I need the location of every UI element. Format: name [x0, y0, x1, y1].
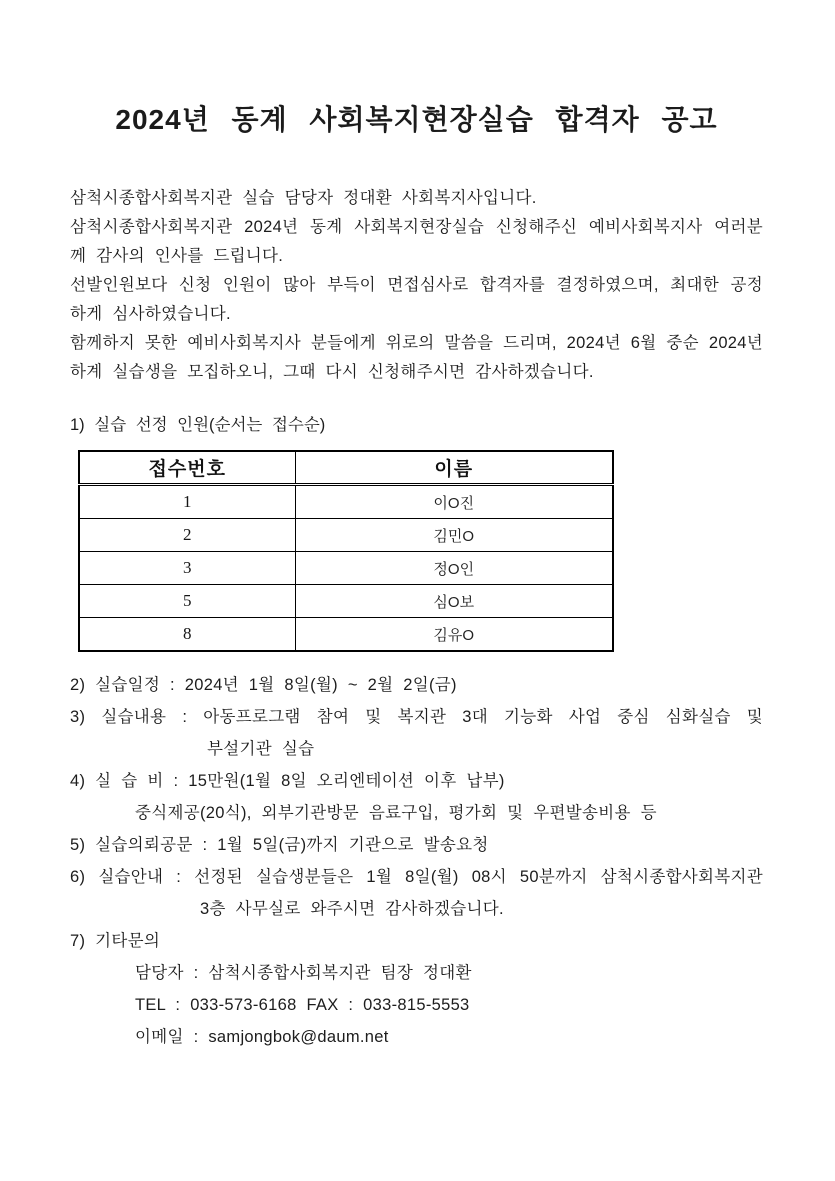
table-row — [79, 519, 613, 552]
item-fee — [70, 765, 763, 797]
item-fee-continuation: 중식제공(20식), 외부기관방문 음료구입, 평가회 및 우편발송비용 등 — [135, 804, 657, 822]
item-request-letter — [70, 829, 763, 861]
cell-receipt-number: 3 — [79, 552, 295, 585]
cell-name: 김민O — [295, 519, 613, 552]
table-row — [79, 585, 613, 618]
item-guidance-continuation: 3층 사무실로 와주시면 감사하겠습니다. — [200, 900, 504, 918]
table-header-row — [79, 451, 613, 485]
intro-paragraph-review: 선발인원보다 신청 인원이 많아 부득이 면접심사로 합격자를 결정하였으며, 최대한 공정하게 심사하였습니다. — [70, 276, 763, 323]
cell-name: 이O진 — [295, 485, 613, 519]
item-other-inquiries — [70, 925, 763, 957]
cell-name: 심O보 — [295, 585, 613, 618]
table-header-name: 이름 — [295, 451, 613, 485]
item-text: 실습의뢰공문 : 1월 5일(금)까지 기관으로 발송요청 — [95, 836, 489, 854]
item-content-continuation: 부설기관 실습 — [207, 740, 315, 758]
table-header-receipt-number: 접수번호 — [79, 451, 295, 485]
cell-receipt-number: 2 — [79, 519, 295, 552]
page-title: 2024년 동계 사회복지현장실습 합격자 공고 — [115, 104, 718, 135]
contact-email: 이메일 : samjongbok@daum.net — [135, 1028, 389, 1046]
item-text: 실습안내 : 선정된 실습생분들은 1월 8일(월) 08시 50분까지 삼척시종합사회복지관 — [98, 868, 763, 886]
item-number: 6) — [70, 868, 86, 886]
item-text: 실습일정 : 2024년 1월 8일(월) ~ 2월 2일(금) — [95, 676, 457, 694]
table-row — [79, 618, 613, 652]
item-content — [70, 701, 763, 733]
item-text: 실 습 비 : 15만원(1월 8일 오리엔테이션 이후 납부) — [95, 772, 505, 790]
selection-heading: 1) 실습 선정 인원(순서는 접수순) — [70, 416, 326, 434]
table-row — [79, 552, 613, 585]
contact-tel-fax: TEL : 033-573-6168 FAX : 033-815-5553 — [135, 996, 470, 1014]
table-row — [79, 485, 613, 519]
item-text: 기타문의 — [95, 932, 161, 950]
intro-paragraph-consolation: 함께하지 못한 예비사회복지사 분들에게 위로의 말씀을 드리며, 2024년 6월 중순 2024년 하계 실습생을 모집하오니, 그때 다시 신청해주시면 감사하겠습니다. — [70, 334, 763, 381]
cell-name: 정O인 — [295, 552, 613, 585]
intro-paragraph-thanks: 삼척시종합사회복지관 2024년 동계 사회복지현장실습 신청해주신 예비사회복지사 여러분께 감사의 인사를 드립니다. — [70, 218, 763, 265]
info-list — [70, 669, 763, 1053]
intro-paragraphs — [70, 184, 763, 387]
cell-receipt-number: 8 — [79, 618, 295, 652]
item-number: 5) — [70, 836, 86, 854]
cell-name: 김유O — [295, 618, 613, 652]
item-number: 7) — [70, 932, 86, 950]
item-text: 실습내용 : 아동프로그램 참여 및 복지관 3대 기능화 사업 중심 심화실습 및 — [101, 708, 763, 726]
item-number: 4) — [70, 772, 86, 790]
applicants-table — [78, 450, 614, 652]
item-number: 2) — [70, 676, 86, 694]
item-guidance — [70, 861, 763, 893]
cell-receipt-number: 5 — [79, 585, 295, 618]
cell-receipt-number: 1 — [79, 485, 295, 519]
intro-paragraph-greeting: 삼척시종합사회복지관 실습 담당자 정대환 사회복지사입니다. — [70, 189, 537, 207]
item-schedule — [70, 669, 763, 701]
contact-manager: 담당자 : 삼척시종합사회복지관 팀장 정대환 — [135, 964, 472, 982]
item-number: 3) — [70, 708, 86, 726]
